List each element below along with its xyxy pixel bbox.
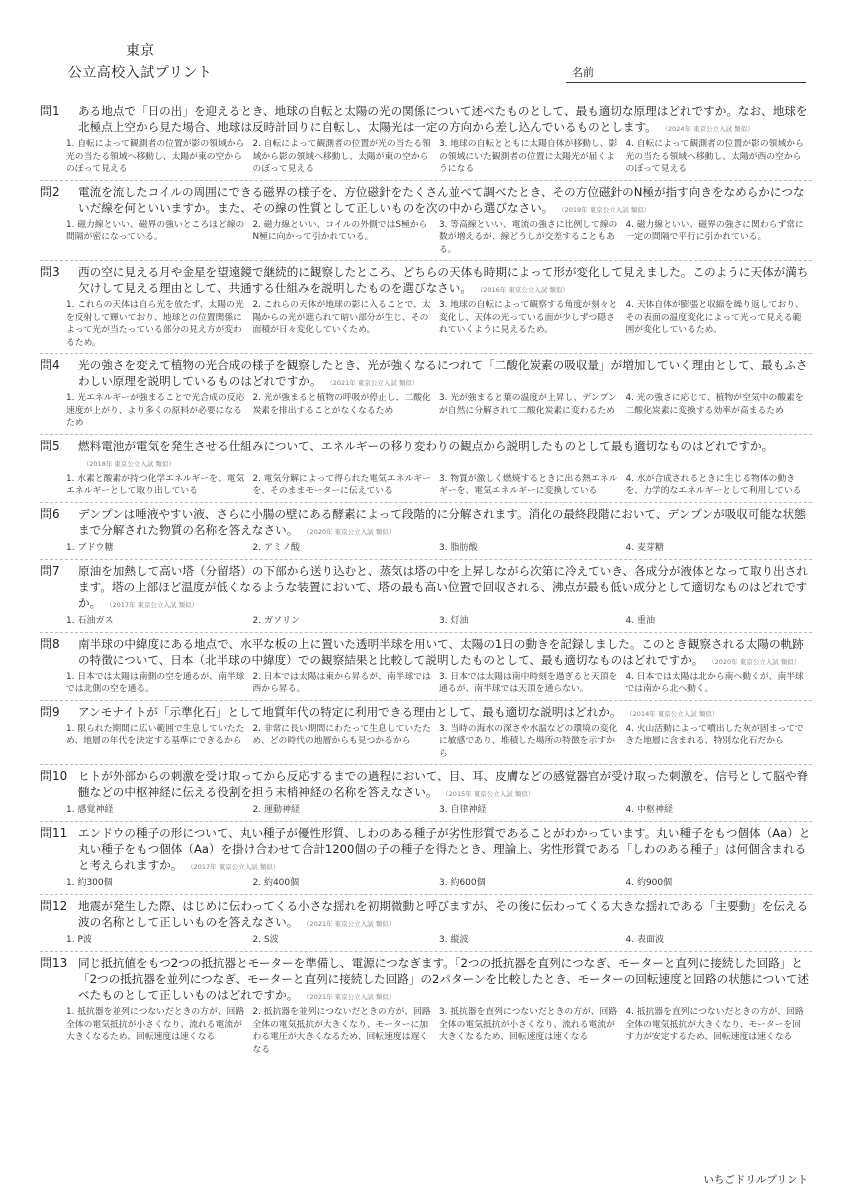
- question-2: [40, 181, 812, 262]
- question-source: （2017年 東京公立入試 類似）: [190, 863, 280, 871]
- question-source: （2019年 東京公立入試 類似）: [561, 205, 651, 214]
- question-12: [40, 895, 812, 952]
- question-source: （2016年 東京公立入試 類似）: [479, 286, 569, 294]
- question-10: [40, 765, 812, 822]
- question-7: [40, 560, 812, 633]
- choice[interactable]: 2. 日本では太陽は東から昇るが、南半球では西から昇る。: [252, 671, 431, 694]
- question-text: 原油を加熱して高い塔（分留塔）の下部から送り込むと、蒸気は塔の中を上昇しながら次第に冷えていき、各成分が液体となって取り出されます。塔の上部ほど温度が低くなるような装置において、塔の最も高い位置で回収される、沸点が最も低い成分として適切なものはどれですか。 （2017年 東京公立入試 類似）: [78, 563, 808, 610]
- question-text: 電流を流したコイルの周囲にできる磁界の様子を、方位磁針をたくさん並べて調べたとき、その方位磁針のN極が指す向きをなめらかにつないだ線を何といいますか。また、その線の性質として正しいものを次の中から選びなさい。 （2019年 東京公立入試 類似）: [78, 184, 805, 215]
- question-source: （2020年 東京公立入試 類似）: [711, 657, 801, 666]
- question-text: 南半球の中緯度にある地点で、水平な板の上に置いた透明半球を用いて、太陽の1日の動きを記録しました。このとき観察される太陽の軌跡の特徴について、日本（北半球の中緯度）での観察結果と比較して説明したものとして、最も適切なものはどれですか。 （2020年 東京公立入試 類似）: [78, 636, 804, 667]
- choice[interactable]: 4. 約900個: [625, 878, 673, 888]
- choice[interactable]: 4. 天体自体が膨張と収縮を繰り返しており、その表面の温度変化によって光って見える範囲が変化しているため。: [625, 300, 804, 335]
- choice[interactable]: 1. 光エネルギーが強まることで光合成の反応速度が上がり、より多くの原料が必要になるため: [66, 393, 245, 428]
- choice[interactable]: 1. 水素と酸素が持つ化学エネルギーを、電気エネルギーとして取り出している: [66, 473, 245, 496]
- choice[interactable]: 3. 約600個: [439, 878, 486, 888]
- question-number: 問1: [40, 104, 60, 118]
- choice[interactable]: 1. P波: [66, 935, 92, 945]
- question-text: 同じ抵抗値をもつ2つの抵抗器とモーターを準備し、電源につなぎます。「2つの抵抗器を直列につなぎ、モーターと直列に接続した回路」と「2つの抵抗器を並列につなぎ、モーターと直列に接続した回路」の2パターンを比較したとき、モーターの回転速度と回路の状態について述べたものとして正しいものはどれですか。 （2021年 東京公立入試 類似）: [78, 956, 810, 1002]
- choice-list: [66, 803, 812, 817]
- choice[interactable]: 2. アミノ酸: [252, 542, 300, 553]
- choice[interactable]: 3. 縦波: [439, 935, 469, 945]
- choice[interactable]: 2. ガソリン: [252, 615, 300, 626]
- name-field-line[interactable]: [566, 82, 806, 83]
- choice[interactable]: 2. 非常に長い期間にわたって生息していたため、どの時代の地層からも見つかるから: [252, 723, 431, 746]
- choice[interactable]: 3. 灯油: [439, 615, 469, 626]
- question-source: （2024年 東京公立入試 類似）: [664, 125, 754, 133]
- question-number: 問7: [40, 563, 60, 578]
- choice[interactable]: 1. これらの天体は自ら光を放たず、太陽の光を反射して輝いており、地球との位置関係によって光が当たっている部分の見え方が変わるため。: [66, 300, 244, 348]
- choice[interactable]: 4. 水が合成されるときに生じる物体の動きを、力学的なエネルギーとして利用している: [625, 473, 802, 496]
- choice[interactable]: 4. 光の強さに応じて、植物が空気中の酸素を二酸化炭素に変換する効率が高まるため: [625, 393, 804, 416]
- question-11: [40, 822, 812, 895]
- choice[interactable]: 1. ブドウ糖: [66, 542, 114, 553]
- name-label: 名前: [572, 66, 594, 79]
- question-1: [40, 100, 812, 181]
- question-source: （2021年 東京公立入試 類似）: [329, 379, 419, 387]
- question-8: [40, 633, 812, 701]
- question-number: 問8: [40, 636, 60, 651]
- choice-list: [66, 473, 812, 498]
- choice[interactable]: 2. S波: [252, 935, 279, 945]
- choice[interactable]: 4. 磁力線といい、磁界の強さに関わらず常に一定の間隔で平行に引かれている。: [625, 219, 804, 242]
- worksheet-header: [0, 0, 848, 100]
- choice-list: [66, 392, 812, 430]
- choice-list: [66, 671, 812, 696]
- question-list: [40, 100, 812, 1060]
- choice[interactable]: 3. 地球の自転によって観察する角度が刻々と変化し、天体の光っている面が少しずつ隠されていくように見えるため。: [439, 300, 618, 335]
- choice[interactable]: 4. 抵抗器を直列につないだときの方が、回路全体の電気抵抗が大きくなり、モーターを回す力が安定するため、回転速度は速くなる: [625, 1007, 804, 1042]
- title-region: 東京: [126, 43, 154, 59]
- choice-list: [66, 723, 812, 761]
- choice[interactable]: 1. 日本では太陽は南側の空を通るが、南半球では北側の空を通る。: [66, 671, 245, 694]
- choice[interactable]: 3. 脂肪酸: [439, 542, 478, 553]
- choice[interactable]: 4. 日本では太陽は北から南へ動くが、南半球では南から北へ動く。: [625, 671, 804, 694]
- choice[interactable]: 1. 石油ガス: [66, 615, 114, 626]
- choice[interactable]: 3. 地球の自転とともに太陽自体が移動し、影の領域にいた観測者の位置に太陽光が届くようになる: [439, 139, 618, 174]
- choice[interactable]: 2. 光が強まると植物の呼吸が停止し、二酸化炭素を排出することがなくなるため: [252, 393, 431, 416]
- choice-list: [66, 219, 812, 257]
- choice[interactable]: 1. 抵抗器を並列につないだときの方が、回路全体の電気抵抗が小さくなり、流れる電流が大きくなるため、回転速度は速くなる: [66, 1007, 245, 1042]
- question-source: （2020年 東京公立入試 類似）: [306, 527, 396, 536]
- question-text: ある地点で「日の出」を迎えるとき、地球の自転と太陽の光の関係について述べたものとして、最も適切な原理はどれですか。なお、地球を北極点上空から見た場合、地球は反時計回りに自転し、太陽光は一定の方向から差し込んでいるものとします。 （2024年 東京公立入試 類似）: [78, 104, 808, 134]
- question-number: 問13: [40, 956, 68, 970]
- title-worksheet: 公立高校入試プリント: [67, 65, 213, 81]
- choice[interactable]: 3. 抵抗器を直列につないだときの方が、回路全体の電気抵抗が小さくなり、流れる電流が大きくなるため、回転速度は速くなる: [439, 1007, 618, 1042]
- choice[interactable]: 3. 等高線といい、電流の強さに比例して線の数が増えるが、線どうしが交差することもある。: [439, 219, 618, 255]
- question-text: 地震が発生した際、はじめに伝わってくる小さな揺れを初期微動と呼びますが、その後に伝わってくる大きな揺れである「主要動」を伝える波の名称として正しいものを答えなさい。 （2021年 東京公立入試 類似）: [78, 899, 809, 929]
- question-source: （2021年 東京公立入試 類似）: [306, 920, 396, 928]
- question-source: （2021年 東京公立入試 類似）: [306, 993, 396, 1001]
- choice[interactable]: 2. 電気分解によって得られた電気エネルギーを、そのままモーターに伝えている: [252, 473, 431, 496]
- choice-list: [66, 1006, 812, 1056]
- footer-brand: いちごドリルプリント: [703, 1174, 808, 1186]
- question-source: （2014年 東京公立入試 類似）: [629, 709, 719, 718]
- choice[interactable]: 2. 運動神経: [252, 805, 300, 815]
- choice[interactable]: 1. 約300個: [66, 878, 113, 888]
- question-number: 問4: [40, 358, 60, 372]
- question-number: 問5: [40, 438, 60, 453]
- choice[interactable]: 2. 約400個: [252, 878, 300, 888]
- choice-list: [66, 614, 812, 628]
- choice[interactable]: 4. 重油: [625, 615, 655, 626]
- question-source: （2018年 東京公立入試 類似）: [86, 459, 175, 468]
- choice[interactable]: 1. 感覚神経: [66, 805, 114, 815]
- question-source: （2015年 東京公立入試 類似）: [445, 790, 535, 798]
- choice-list: [66, 876, 812, 890]
- choice[interactable]: 1. 自転によって観測者の位置が影の領域から光の当たる領域へ移動し、太陽が東の空からのぼって見える: [66, 139, 245, 174]
- question-number: 問10: [40, 769, 68, 783]
- question-number: 問11: [40, 826, 68, 840]
- question-source: （2017年 東京公立入試 類似）: [109, 600, 199, 609]
- question-number: 問3: [40, 265, 60, 279]
- question-number: 問6: [40, 506, 60, 521]
- question-6: [40, 503, 812, 560]
- question-number: 問12: [40, 899, 68, 913]
- choice[interactable]: 2. 抵抗器を並列につないだときの方が、回路全体の電気抵抗が大きくなり、モーターに加わる電圧が大きくなるため、回転速度は遅くなる: [252, 1007, 431, 1055]
- choice[interactable]: 4. 自転によって観測者の位置が影の領域から光の当たる領域へ移動し、太陽が西の空からのぼって見える: [625, 139, 804, 174]
- question-text: エンドウの種子の形について、丸い種子が優性形質、しわのある種子が劣性形質であることがわかっています。丸い種子をもつ個体（Aa）と丸い種子をもつ個体（Aa）を掛け合わせて合計1200個の子の種子を得たとき、理論上、劣性形質である「しわのある種子」は何個含まれると考えられますか。 （2017年 東京公立入試 類似）: [78, 826, 811, 872]
- question-13: [40, 952, 812, 1060]
- question-3: [40, 261, 812, 354]
- choice[interactable]: 4. 麦芽糖: [625, 542, 664, 553]
- question-number: 問2: [40, 184, 60, 199]
- question-text: 光の強さを変えて植物の光合成の様子を観察したとき、光が強くなるにつれて「二酸化炭素の吸収量」が増加していく理由として、最もふさわしい原理を説明しているものはどれですか。 （2021年 東京公立入試 類似）: [78, 358, 808, 388]
- question-text: デンプンは唾液やすい液、さらに小腸の壁にある酵素によって段階的に分解されます。消化の最終段階において、デンプンが吸収可能な状態まで分解された物質の名称を答えなさい。 （2020年 東京公立入試 類似）: [78, 506, 806, 537]
- choice[interactable]: 2. これらの天体が地球の影に入ることで、太陽からの光が遮られて暗い部分が生じ、その面積が日々変化していくため。: [252, 300, 431, 335]
- question-4: [40, 354, 812, 435]
- choice[interactable]: 3. 物質が激しく燃焼するときに出る熱エネルギーを、電気エネルギーに変換している: [439, 473, 618, 496]
- choice[interactable]: 3. 光が強まると葉の温度が上昇し、デンプンが自然に分解されて二酸化炭素に変わるため: [439, 393, 617, 416]
- choice-list: [66, 541, 812, 555]
- question-text: ヒトが外部からの刺激を受け取ってから反応するまでの過程において、目、耳、皮膚などの感覚器官が受け取った刺激を、信号として脳や脊髄などの中枢神経に伝える役割を担う末梢神経の名称を答えなさい。 （2015年 東京公立入試 類似）: [78, 769, 809, 799]
- choice[interactable]: 4. 表面波: [625, 935, 664, 945]
- choice[interactable]: 4. 火山活動によって噴出した灰が固まってできた地層に含まれる、特別な化石だから: [625, 723, 804, 746]
- choice[interactable]: 4. 中枢神経: [625, 805, 673, 815]
- question-text: アンモナイトが「示準化石」として地質年代の特定に利用できる理由として、最も適切な説明はどれか。 （2014年 東京公立入試 類似）: [78, 704, 719, 719]
- question-9: [40, 701, 812, 766]
- question-number: 問9: [40, 704, 60, 719]
- question-5: [40, 435, 812, 503]
- choice-list: [66, 933, 812, 947]
- question-text: 西の空に見える月や金星を望遠鏡で継続的に観察したところ、どちらの天体も時期によって形が変化して見えました。このように天体が満ち欠けして見える理由として、共通する仕組みを説明したものを選びなさい。 （2016年 東京公立入試 類似）: [78, 265, 809, 295]
- choice[interactable]: 3. 当時の海水の深さや水温などの環境の変化に敏感であり、堆積した場所の特徴を示すから: [439, 723, 618, 759]
- choice-list: [66, 299, 812, 349]
- choice[interactable]: 3. 日本では太陽は南中時刻を過ぎると天頂を通るが、南半球では天頂を通らない。: [439, 671, 618, 694]
- choice[interactable]: 1. 磁力線といい、磁界の強いところほど線の間隔が密になっている。: [66, 219, 245, 242]
- choice[interactable]: 2. 自転によって観測者の位置が光の当たる領域から影の領域へ移動し、太陽が東の空からのぼって見える: [252, 139, 431, 174]
- choice[interactable]: 2. 磁力線といい、コイルの外側ではS極からN極に向かって引かれている。: [252, 219, 428, 242]
- question-text: 燃料電池が電気を発生させる仕組みについて、エネルギーの移り変わりの観点から説明したものとして最も適切なものはどれですか。（2018年 東京公立入試 類似）: [78, 438, 774, 468]
- choice-list: [66, 138, 812, 176]
- choice[interactable]: 3. 自律神経: [439, 805, 487, 815]
- choice[interactable]: 1. 限られた期間に広い範囲で生息していたため、地層の年代を決定する基準にできるから: [66, 723, 245, 746]
